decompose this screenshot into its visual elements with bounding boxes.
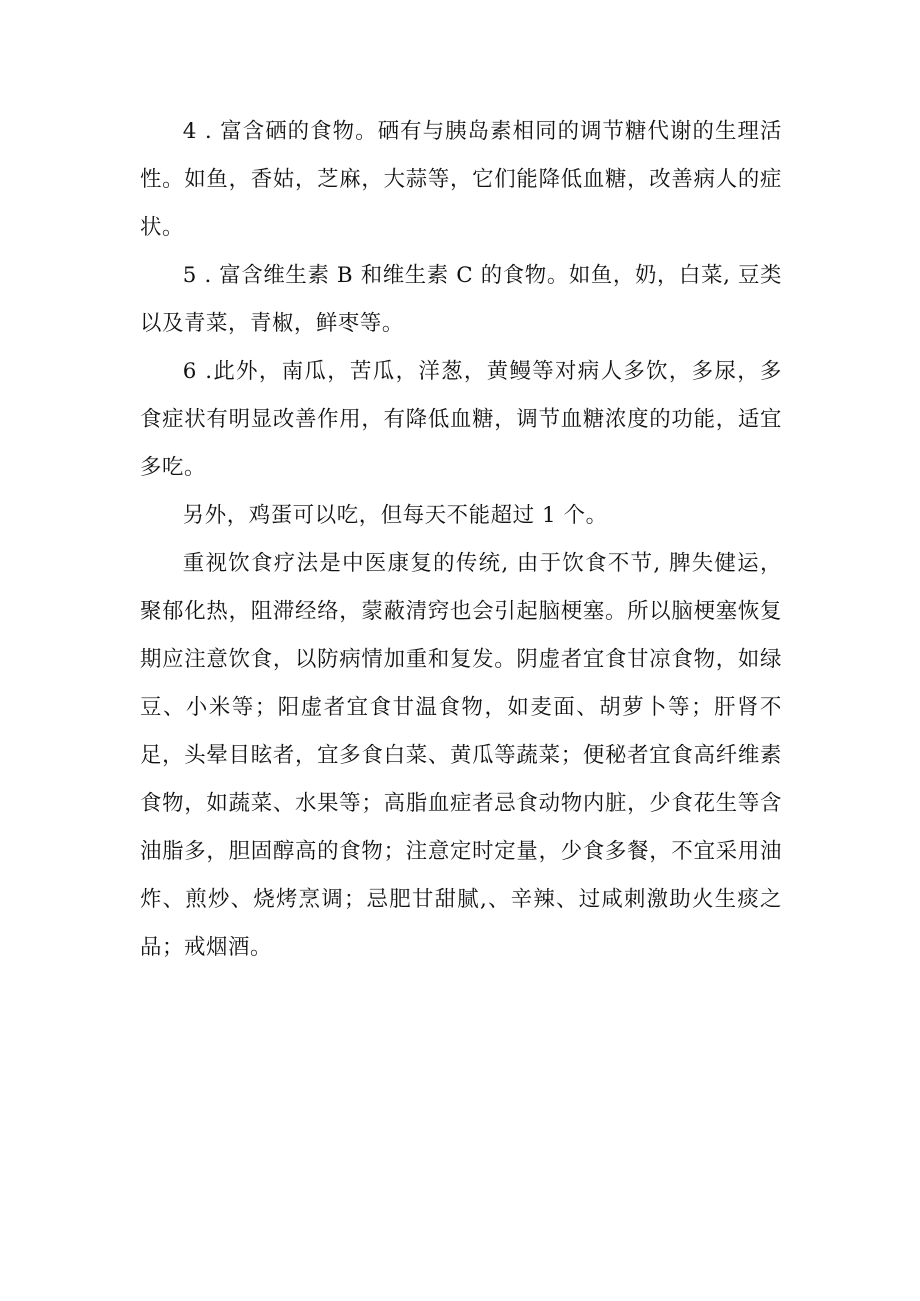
paragraph-vitamin-foods: 5 . 富含维生素 B 和维生素 C 的食物。如鱼，奶，白菜, 豆类以及青菜，青椒，鲜枣等。 [140,263,782,336]
paragraph-selenium-foods: 4 . 富含硒的食物。硒有与胰岛素相同的调节糖代谢的生理活性。如鱼，香姑，芝麻，大蒜等，它们能降低血糖，改善病人的症状。 [140,119,782,240]
paragraph-diet-therapy: 重视饮食疗法是中医康复的传统, 由于饮食不节, 脾失健运，聚郁化热，阻滞经络，蒙蔽清窍也会引起脑梗塞。所以脑梗塞恢复期应注意饮食，以防病情加重和复发。阴虚者宜食甘凉食物，如绿豆、小米等；阳虚者宜食甘温食物，如麦面、胡萝卜等；肝肾不足，头晕目眩者，宜多食白菜、黄瓜等蔬菜；便秘者宜食高纤维素食物，如蔬菜、水果等；高脂血症者忌食动物内脏，少食花生等含油脂多，胆固醇高的食物；注意定时定量，少食多餐，不宜采用油炸、煎炒、烧烤烹调；忌肥甘甜腻,、辛辣、过咸刺激助火生痰之品；戒烟酒。 [140,551,782,960]
paragraph-other-foods: 6 .此外，南瓜，苦瓜，洋葱，黄鳗等对病人多饮，多尿，多食症状有明显改善作用，有降低血糖，调节血糖浓度的功能，适宜多吃。 [140,359,782,480]
paragraph-eggs: 另外，鸡蛋可以吃，但每天不能超过 1 个。 [182,503,608,528]
document-body [140,108,782,972]
